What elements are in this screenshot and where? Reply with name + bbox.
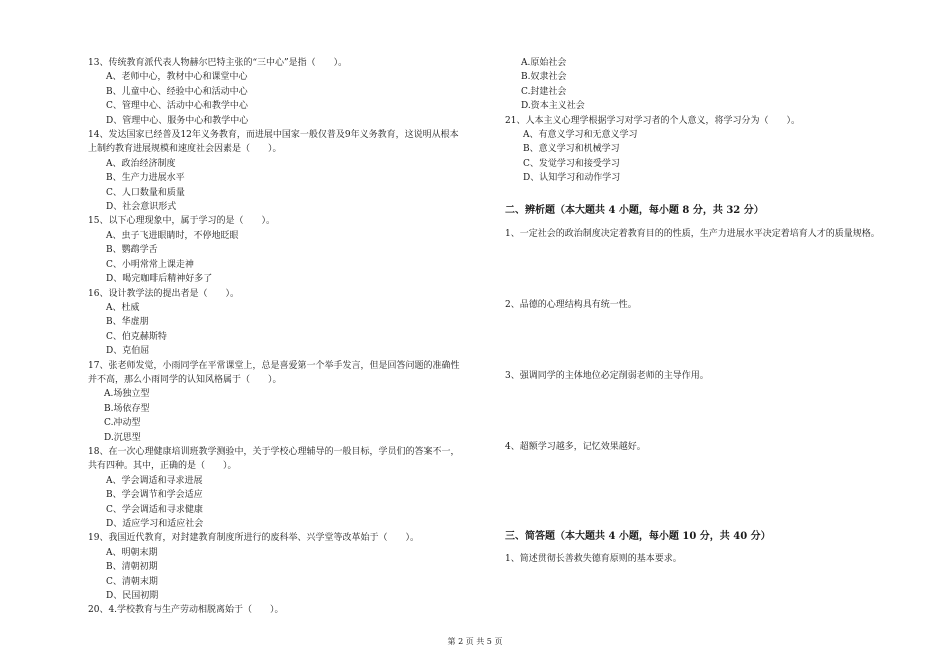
answer-option: D、适应学习和适应社会 bbox=[106, 519, 204, 529]
question-stem: 16、设计教学法的提出者是（ ）。 bbox=[88, 288, 239, 299]
question-stem: 18、在一次心理健康培训班教学测验中，关于学校心理辅导的一般目标，学员们的答案不一， bbox=[88, 446, 460, 457]
answer-option: C、清朝末期 bbox=[106, 576, 158, 587]
question-stem: 共有四种。其中，正确的是（ ）。 bbox=[88, 461, 237, 472]
answer-option: A、有意义学习和无意义学习 bbox=[523, 130, 638, 141]
question bbox=[88, 287, 483, 359]
left-column bbox=[88, 56, 483, 618]
question-stem: 20、4.学校教育与生产劳动相脱离始于（ ）。 bbox=[88, 605, 284, 616]
section-title: 三、简答题（本大题共 4 小题，每小题 10 分，共 40 分） bbox=[505, 531, 771, 542]
question-stem: 15、以下心理现象中，属于学习的是（ ）。 bbox=[88, 216, 275, 227]
answer-option: B、清朝初期 bbox=[106, 562, 158, 573]
answer-option: C.冲动型 bbox=[104, 418, 141, 429]
answer-option: D.资本主义社会 bbox=[521, 101, 585, 112]
answer-option: C、学会调适和寻求健康 bbox=[106, 504, 203, 515]
judge-item: 3、强调同学的主体地位必定削弱老师的主导作用。 bbox=[505, 371, 709, 381]
page-number: 第 2 页 共 5 页 bbox=[447, 637, 503, 646]
question-stem: 17、张老师发觉，小雨同学在平常课堂上，总是喜爱第一个举手发言，但是回答问题的准确性 bbox=[88, 360, 460, 371]
answer-option: D、认知学习和动作学习 bbox=[523, 173, 621, 184]
answer-option: B、意义学习和机械学习 bbox=[523, 144, 620, 155]
question-stem: 14、发达国家已经普及12年义务教育，而进展中国家一般仅普及9年义务教育，这说明从根本 bbox=[88, 130, 459, 141]
answer-option: A、明朝末期 bbox=[106, 547, 158, 558]
question-stem: 19、我国近代教育，对封建教育制度所进行的废科举、兴学堂等改革始于（ ）。 bbox=[88, 533, 419, 544]
section-3 bbox=[505, 530, 925, 570]
section-title: 二、辨析题（本大题共 4 小题，每小题 8 分，共 32 分） bbox=[505, 205, 764, 216]
question bbox=[88, 128, 483, 214]
judge-item: 2、品德的心理结构具有统一性。 bbox=[505, 300, 637, 310]
section-2 bbox=[505, 204, 925, 494]
question-stem: 并不高，那么小雨同学的认知风格属于（ ）。 bbox=[88, 374, 282, 385]
judge-item: 1、一定社会的政治制度决定着教育目的的性质，生产力进展水平决定着培育人才的质量规格。 bbox=[505, 229, 880, 239]
answer-option: B、华虚朋 bbox=[106, 317, 149, 328]
question bbox=[88, 445, 483, 531]
answer-option: A、杜威 bbox=[106, 302, 140, 313]
answer-option: D、民国初期 bbox=[106, 591, 159, 602]
question-stem: 13、传统教育派代表人物赫尔巴特主张的“三中心”是指（ ）。 bbox=[88, 58, 348, 68]
answer-option: B、学会调节和学会适应 bbox=[106, 490, 203, 501]
answer-option: A、政治经济制度 bbox=[106, 158, 176, 169]
answer-option: C、小明常常上课走神 bbox=[106, 259, 194, 270]
answer-option: D、克伯屈 bbox=[106, 346, 150, 357]
right-column bbox=[505, 56, 905, 186]
question-stem: 上制约教育进展规模和速度社会因素是（ ）。 bbox=[88, 144, 282, 155]
answer-option: D、管理中心、服务中心和教学中心 bbox=[106, 115, 249, 126]
answer-option: C、人口数量和质量 bbox=[106, 187, 185, 198]
answer-option: D.沉思型 bbox=[104, 432, 141, 443]
question bbox=[88, 214, 483, 286]
answer-option: C、伯克赫斯特 bbox=[106, 331, 167, 342]
answer-option: B.场依存型 bbox=[104, 403, 150, 414]
answer-option: D、社会意识形式 bbox=[106, 202, 177, 213]
question bbox=[88, 603, 483, 617]
answer-option: B.奴隶社会 bbox=[521, 72, 567, 83]
answer-option: C.封建社会 bbox=[521, 86, 567, 97]
question bbox=[88, 531, 483, 603]
answer-option: B、生产力进展水平 bbox=[106, 173, 185, 184]
answer-option: A、学会调适和寻求进展 bbox=[106, 475, 203, 486]
short-answer-item: 1、简述贯彻长善救失德育原则的基本要求。 bbox=[505, 554, 682, 564]
answer-option: B、儿童中心、经验中心和活动中心 bbox=[106, 86, 248, 97]
answer-option: A.场独立型 bbox=[104, 389, 150, 400]
answer-option: C、管理中心、活动中心和教学中心 bbox=[106, 101, 248, 112]
answer-option: D、喝完咖啡后精神好多了 bbox=[106, 274, 213, 285]
answer-option: C、发觉学习和接受学习 bbox=[523, 158, 620, 169]
answer-option: A.原始社会 bbox=[521, 58, 567, 68]
answer-option: B、鹦鹉学舌 bbox=[106, 245, 158, 256]
question bbox=[88, 56, 483, 128]
answer-option: A、老师中心，教材中心和课堂中心 bbox=[106, 72, 248, 83]
question bbox=[88, 359, 483, 445]
question-stem: 21、人本主义心理学根据学习对学习者的个人意义，将学习分为（ ）。 bbox=[505, 115, 800, 126]
judge-item: 4、超额学习越多，记忆效果越好。 bbox=[505, 442, 646, 452]
answer-option: A、虫子飞进眼睛时，不停地眨眼 bbox=[106, 230, 239, 241]
